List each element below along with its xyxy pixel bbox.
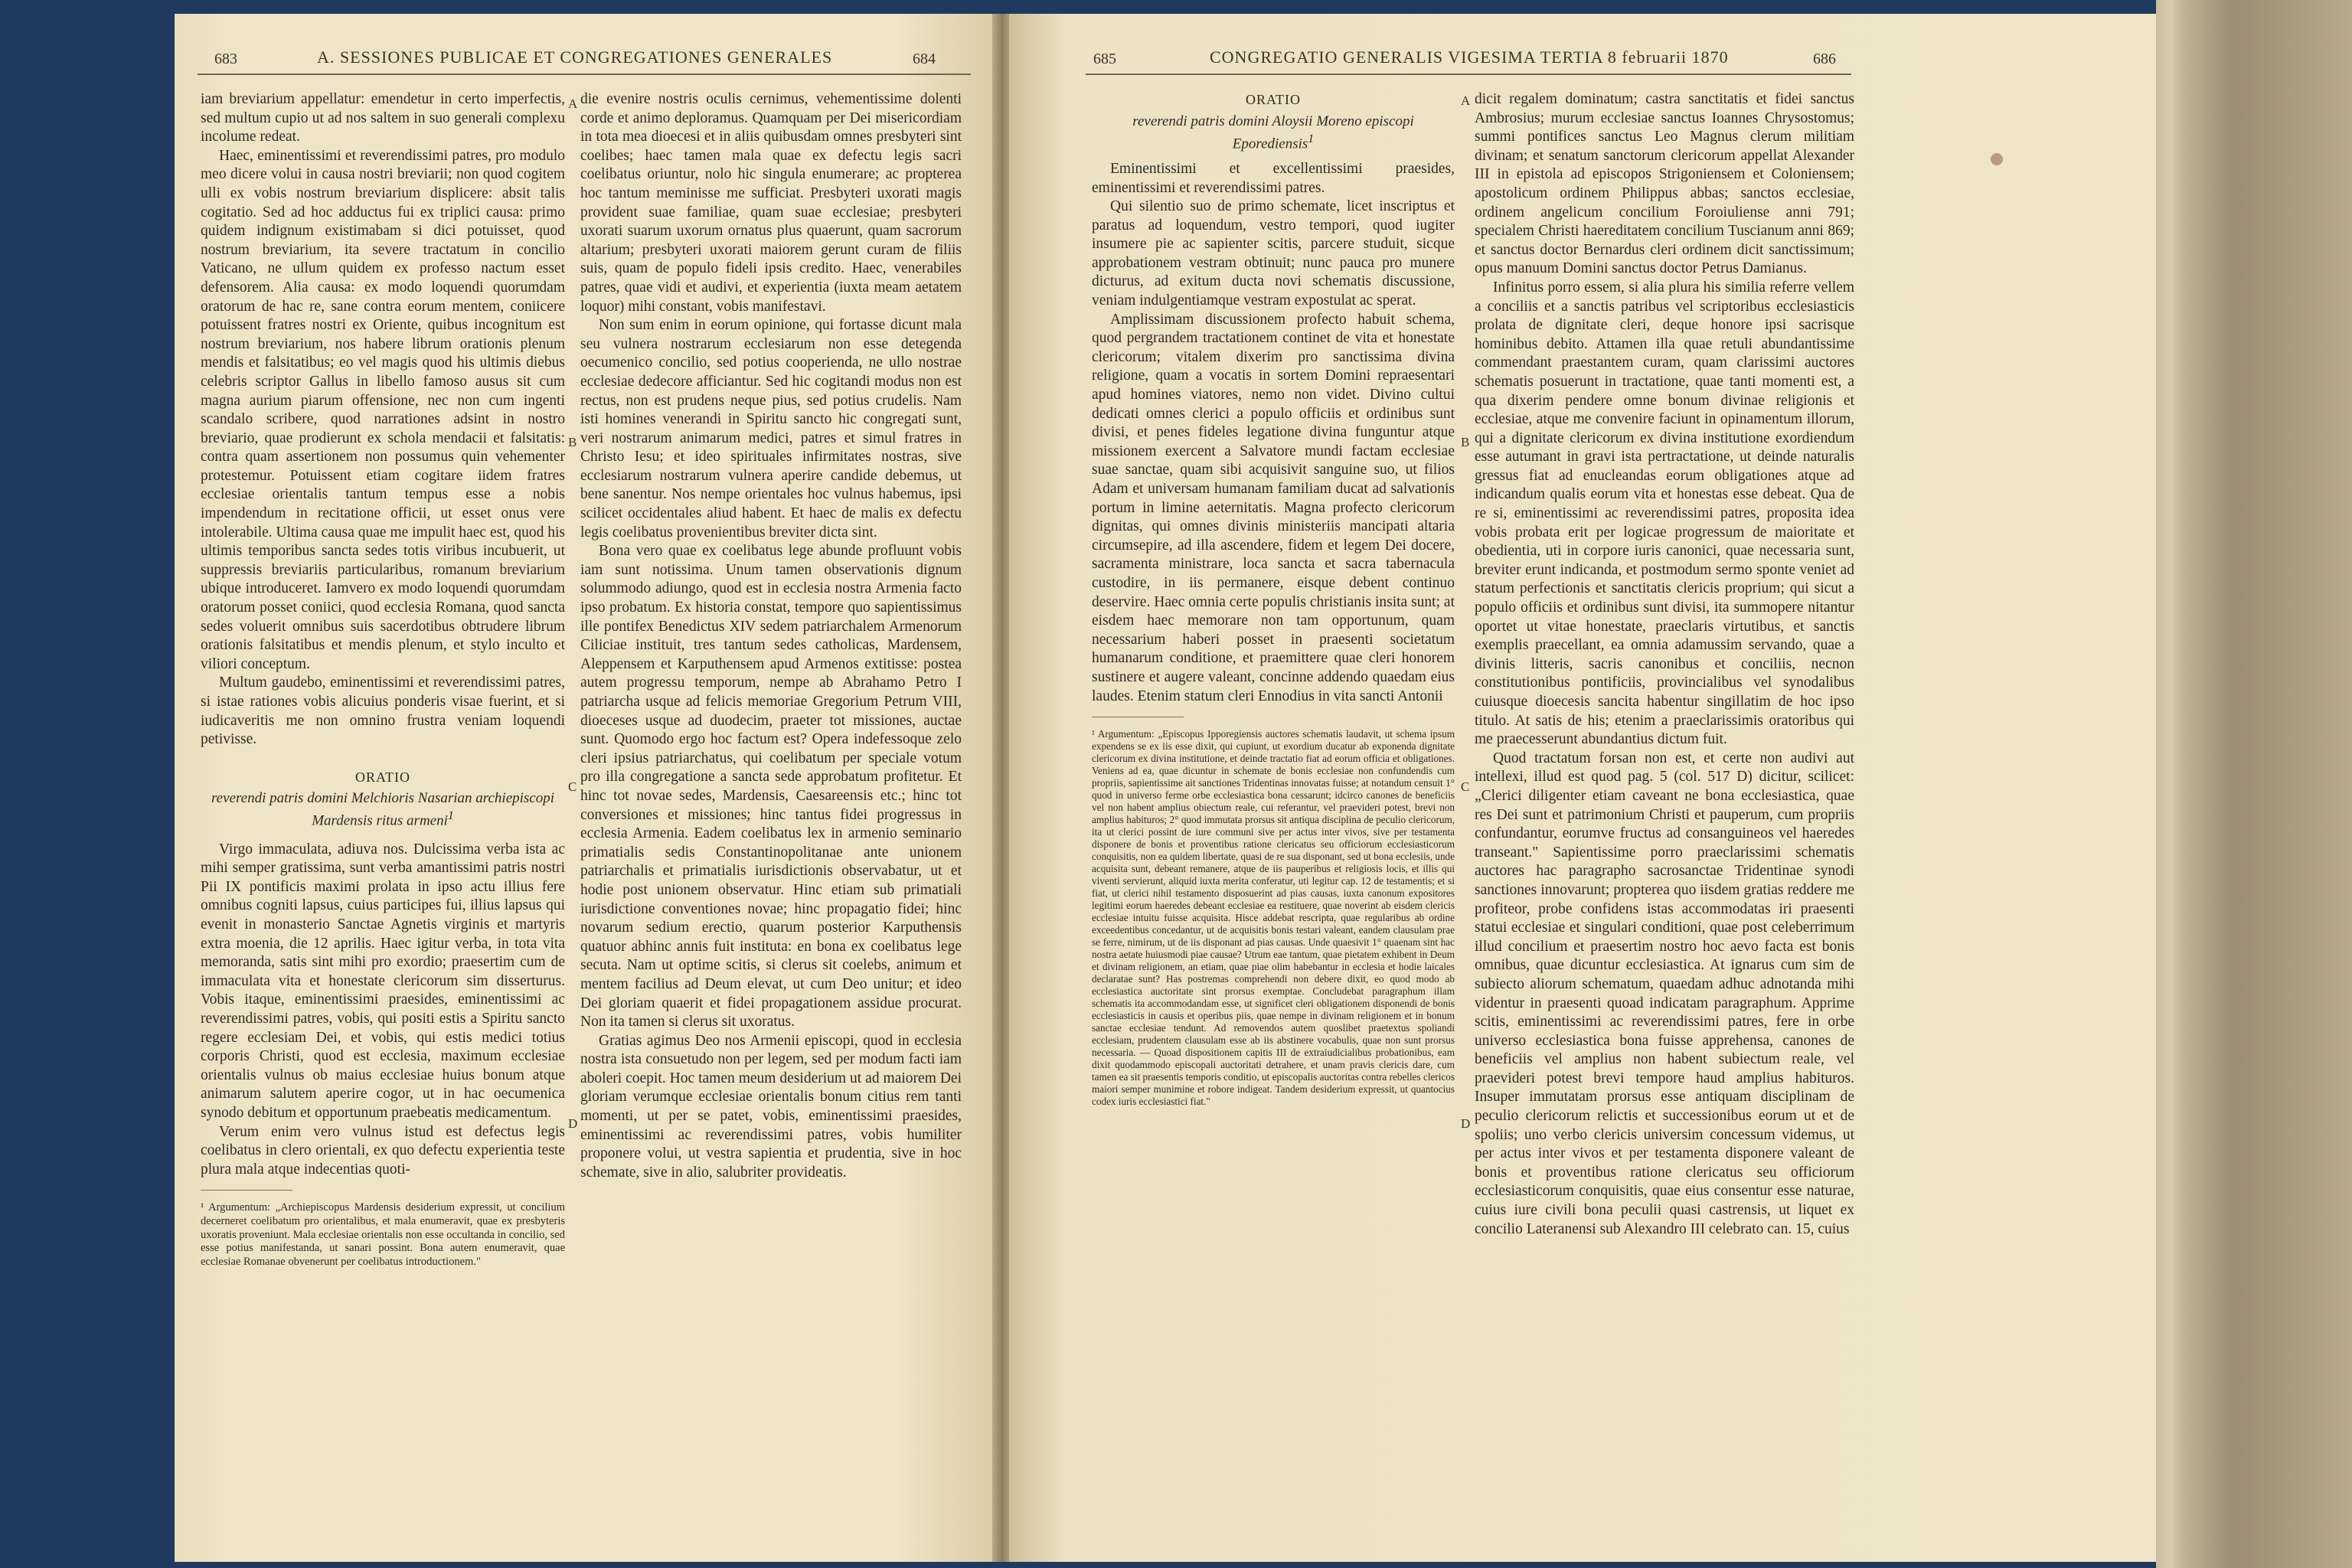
footnote-rule	[201, 1190, 292, 1191]
page-number: 684	[913, 51, 936, 67]
margin-letter: D	[568, 1116, 578, 1131]
running-header: CONGREGATIO GENERALIS VIGESIMA TERTIA 8 februarii 1870	[1210, 47, 1729, 67]
page-number: 686	[1813, 51, 1836, 67]
page-number: 685	[1093, 51, 1116, 67]
right-page	[1009, 14, 2156, 1562]
oratio-subtitle: reverendi patris domini Melchioris Nasarian archiepiscopi Mardensis ritus armeni$^1$	[211, 790, 555, 829]
margin-letter: C	[1461, 779, 1470, 794]
right-column-2	[1475, 90, 1854, 1239]
book-edge	[2156, 0, 2352, 1568]
paragraph: Amplissimam discussionem profecto habuit schema, quod pergrandem tractationem continet de vita et honestate clericorum; vitalem dixerim pro sanctissima divina religione, quam a vocatis in sortem Domini repraesentari apud homines viatores, nemo non videt. Divino cultui dedicati omnes clerici a populo officiis et ordinibus sunt divisi, et penes fideles legatione divina funguntur atque missionem exercent a Salvatore mundi factam ecclesiae suae sanctae, quam sibi acquisivit sanguine suo, ut filios Adam et universam humanam familiam ducat ad salvationis portum in limine aeternitatis. Magna profecto clericorum dignitas, qui omnes divinis ministeriis mancipati altaria circumsepire, ad illa ascendere, fidem et legem Dei docere, sacramenta ministrare, loca sancta et sacra tabernacula custodire, in iis permanere, eisque debent continuo deservire. Haec omnia certe populis christianis insita sunt; at eisdem haec memorare non tam opportunum, quam necessarium haberi posset in praesenti societatum humanarum conditione, et praemittere quae cleri honorem sustinere et augere valeant, concinne addendo quaedam eius laudes. Etenim statum cleri Ennodius in vita sancti Antonii	[1092, 311, 1455, 704]
margin-letter: D	[1461, 1116, 1471, 1131]
paragraph: Gratias agimus Deo nos Armenii episcopi, quod in ecclesia nostra ista consuetudo non per legem, sed per modum facti iam aboleri coepit. Hoc tamen meum desiderium ut ad maiorem Dei gloriam verumque ecclesiae orientalis bonum citius rem tanti momenti, ut per se patet, vobis, eminentissimi praesides, eminentissimi ac reverendissimi patres, vobis humiliter proponere volui, ut vestra sapientia et prudentia, sive in hoc schemate, sive in alio, salubriter provideatis.	[580, 1032, 962, 1181]
paragraph: Verum enim vero vulnus istud est defectus legis coelibatus in clero orientali, ex quo defectu experientia teste plura mala atque indecentias quoti-	[201, 1123, 565, 1178]
footnote: ¹ Argumentum: „Episcopus Ipporegiensis auctores schematis laudavit, ut schema ipsum expendens se ex iis esse dixit, qui cupiunt, ut exordium ducatur ab exponenda dignitate clericorum ex divina institutione, et deinde tractatio fiat ad eorum officia et obligationes. Veniens ad ea, quae dicuntur in schemate de bonis ecclesiae non confundendis cum propriis, sapientissime ait sanctiones Tridentinas innovatas fuisse; at notandum censuit 1° quod in universo ferme orbe ecclesiastica bona cessarunt; idcirco canones de beneficiis vel non habent amplius obiectum reale, cui referantur, vel praevideri potest, brevi non amplius habituros; 2° quod immutata prorsus sit antiqua disciplina de peculio clericorum, ita ut clerici possint de iure communi sive per actus inter vivos, sive per testamenta disponere de bonis et proventibus ratione clericatus seu officiorum ecclesiasticorum conquisitis, non ea quidem libertate, quasi de re sua disponant, sed ut bona ecclesiis, unde acquisita sunt, debeant remanere, atque de iis pauperibus et religiosis locis, et illis qui viventi servierunt, aliquid iuxta merita conferatur, uti legitur cap. 12 de testamentis; et si fiat, ut clerici nihil testamento disposuerint ad pias causas, iuxta canonum expositores legitimi eorum haeredes debeant ecclesiae ea restituere, quae noverint ab eisdem clericis ecclesiae intuitu fuisse acquisita. Hisce addebat rescripta, quae regularibus ab ordine exceedentibus concedantur, ut de acquisitis bonis testari valeant, eandem clausulam prae se ferre, nimirum, ut de iis disponant ad pias causas. Unde quaesivit 1° quaenam sint hac nostra aetate huiusmodi piae causae? Utrum eae tantum, quae pietatem exhibent in Deum et divinam religionem, an etiam, quae piae olim habebantur in ecclesia et hodie laicales declaratae sunt? Has postremas comprehendi non debere dixit, eo quod modo ab ecclesiastica auctoritate sint prorsus exemptae. Concludebat paragraphum illam schematis ita accommodandam esse, ut significet cleri obligationem disponendi de bonis ecclesiasticis in causis et operibus piis, quae nempe in divinam religionem et in bonum sanctae ecclesiae tendunt. Ad removendos autem quoslibet praetextus spoliandi ecclesiam, prudentem clausulam esse ab iis abstinere vocabulis, quae non sunt prorsus necessaria. — Quoad dispositionem capitis III de extraiudicialibus probationibus, eam dixit quodammodo episcopali auctoritati detrahere, et unam pravis clericis dare, cum tamen ea sit praesentis temporis conditio, ut episcopalis auctoritas contra rebelles clericos maiori semper munimine et robore indigeat. Tandem desiderium expressit, ut quantocius codex iuris ecclesiastici fiat."	[1092, 728, 1455, 1108]
paragraph: Haec, eminentissimi et reverendissimi patres, pro modulo meo dicere volui in causa nostri breviarii; non quod cogitem ulli ex vobis nostrum breviarium displicere: absit talis cogitatio. Sed ad hoc adductus fui ex triplici causa: primo quidem indignum existimabam si dici potuisset, quod nostrum breviarium, ita severe tractatum in concilio Vaticano, ne ullum quidem ex professo nactum esset defensorem. Alia causa: ex modo loquendi quorumdam oratorum de hac re, sane contra eorum mentem, coniicere potuissent fratres nostri ex Oriente, quibus incognitum est nostrum breviarium, nos habere librum orationis plenum mendis et falsitatibus; eo vel magis quod his ultimis diebus celebris scriptor Gallus in libello famoso ausus sit cum magna aurium piarum offensione, nec non cum ingenti scandalo scribere, quod narrationes adsint in nostro breviario, quae prodierunt ex schola mendacii et falsitatis: contra quam assertionem non possumus quin vehementer protestemur. Potuissent etiam cogitare iidem fratres ecclesiae orientalis tantum tempus esse a nobis impendendum in recitatione officii, ut esset onus vere intolerabile. Ultima causa quae me impulit haec est, quod his ultimis temporibus sancta sedes totis viribus incubuerit, ut suppressis breviariis particularibus, romanum breviarium ubique introduceret. Iamvero ex modo loquendi quorumdam oratorum posset coniici, quod ecclesia Romana, quod sancta sedes voluerit omnibus suis sacerdotibus obtrudere librum orationis falsitatibus et mendis plenum, et stylo inculto et viliori conceptum.	[201, 147, 565, 672]
oratio-heading: ORATIO	[355, 769, 410, 785]
paragraph: Non sum enim in eorum opinione, qui fortasse dicunt mala seu vulnera nostrarum ecclesiarum non esse detegenda oecumenico concilio, sed potius cooperienda, ne ullo nostrae ecclesiae dedecore afficiantur. Sed hic cogitandi modus non est rectus, non est prudens neque pius, sed potius crudelis. Nam isti homines venerandi in Spiritu sancto hic congregati sunt, veri nostrarum animarum medici, patres et simul fratres in Christo Iesu; et ideo spirituales infirmitates nostras, sive ecclesiarum nostrarum vulnera aperire candide debemus, ut bene sanentur. Nos nempe orientales hoc vulnus habemus, ipsi scilicet occidentales aliud habent. Et haec de malis ex defectu legis coelibatus provenientibus breviter dicta sint.	[580, 317, 962, 541]
paragraph: Eminentissimi et excellentissimi praesides, eminentissimi et reverendissimi patres.	[1092, 160, 1455, 196]
paragraph: Infinitus porro essem, si alia plura his similia referre vellem a conciliis et a sanctis patribus vel scriptoribus ecclesiasticis prolata de dignitate cleri, deque honore ipsi sacrisque hominibus debito. Attamen illa quae retuli abundantissime commendant praestantem curam, quam clarissimi auctores schematis posuerunt in tractatione, quae tanti momenti est, a qua dixerim pendere omne bonum divinae religionis et ecclesiae, atque me convenire faciunt in opinamentum illorum, qui a dignitate clericorum ex divina institutione exordiendum esse autumant in gravi ista pertractatione, ut deinde naturalis gressus fiat ad enucleandas eorum obligationes atque ad indicandum qualis eorum vita et honestas esse debeat. Qua de re si, eminentissimi ac reverendissimi patres, proposita idea vobis probata erit per logicae progressum de maioritate et obedientia, uti in corpore iuris canonici, quae necessaria sunt, breviter erunt indicanda, et postmodum sermo sponte veniet ad statum perfectionis et sanctitatis clericis proprium; qui sicut a populo officiis et ordinibus sunt divisi, ita summopere nitantur oportet ut vitae honestate, praeclaris virtutibus, et sanctis exemplis praecellant, ea omnia adamussim servando, quae a divinis litteris, sacris canonibus et conciliis, necnon constitutionibus pontificiis, provincialibus vel synodalibus cuiusque dioecesis sancita habentur singillatim de hoc ipso titulo. At satis de his; etenim a praeclarissimis oratoribus qui me praecesserunt abundantius dictum fuit.	[1475, 279, 1854, 748]
paragraph: Quod tractatum forsan non est, et certe non audivi aut intellexi, illud est quod pag. 5 (col. 517 D) dicitur, scilicet: „Clerici diligenter etiam caveant ne bona ecclesiastica, quae res Dei sunt et patrimonium Christi et pauperum, cum propriis confundantur, eorumve fructus ad consanguineos vel haeredes transeant." Sapientissime porro praeclarissimi schematis auctores hac paragrapho sacrosanctae Tridentinae synodi sanctiones innovarunt; propterea quo iisdem gratias reddere me profiteor, probe confidens istas accommodatas iri praesenti statui ecclesiae et singulari conditioni, quae post celeberrimum illud concilium et praesertim nostro hoc aevo facta est bonis omnibus, quae dicuntur ecclesiastica. At ignarus cum sim de subiecto aliorum schematum, quaedam adhuc adnotanda mihi videntur in praesenti quoad indicatam paragraphum. Apprime scitis, eminentissimi ac reverendissimi patres, fere in orbe universo ecclesiastica bona fuisse apprehensa, canones de beneficiis vel amplius non habent subiectum reale, vel praevideri potest brevi tempore haud amplius habituros. Insuper immutatam prorsus esse antiquam disciplinam de peculio clericorum relictis et successionibus eorum ut et de spoliis; uno verbo clericis universim concessum videmus, ut per actus inter vivos et per testamenta disponere valeant de bonis et proventibus ratione clericatus seu officiorum ecclesiasticorum conquisitis, quae eius consentur esse naturae, cuius iure civili bona peculii quasi castrensis, ut liquet ex concilio Lateranensi sub Alexandro III celebrato can. 15, cuius	[1475, 750, 1854, 1237]
paragraph: iam breviarium appellatur: emendetur in certo imperfectis, sed multum cupio ut ad nos saltem in suo generali complexu incolume redeat.	[201, 91, 565, 145]
paragraph: dicit regalem dominatum; castra sanctitatis et fidei sanctus Ambrosius; murum ecclesiae sanctus Ioannes Chrysostomus; summi pontifices sanctus Leo Magnus clerum militiam divinam; et senatum sanctorum clericorum appellat Alexander III in epistola ad episcopos Strigoniensem et Coloniensem; apostolicum ordinem Philippus abbas; sanctos ecclesiae, ordinem angelicum concilium Foroiuliense anni 791; specialem Christi haereditatem concilium Tuscianum anni 869; et sanctus doctor Bernardus cleri ordinem dicit sanctissimum; opus manuum Domini sanctus doctor Petrus Damianus.	[1475, 91, 1854, 277]
margin-letter: A	[568, 96, 578, 111]
oratio-heading: ORATIO	[1246, 92, 1301, 107]
paragraph: Multum gaudebo, eminentissimi et reverendissimi patres, si istae rationes vobis alicuius ponderis visae fuerint, et si iudicaveritis me non omnino frustra veniam loquendi petivisse.	[201, 675, 565, 748]
footnote: ¹ Argumentum: „Archiepiscopus Mardensis desiderium expressit, ut concilium decerneret coelibatum pro orientalibus, et mala enumeravit, quae ex presbyteris uxoratis proveniunt. Mala ecclesiae orientalis non esse occultanda in concilio, sed esse potius manifestanda, ut sanari possint. Bona autem enumeravit, quae ecclesiae Romanae obvenerunt per coelibatus introductionem."	[201, 1201, 565, 1268]
paragraph: Bona vero quae ex coelibatus lege abunde profluunt vobis iam sunt notissima. Unum tamen observationis dignum solummodo adiungo, quod est in ecclesia nostra Armenia facto ipso probatum. Ex historia constat, tempore quo sapientissimus ille pontifex Benedictus XIV sedem patriarchalem Armenorum Ciliciae instituit, tres tantum sedes catholicas, Mardensem, Aleppensem et Karputhensem apud Armenos extitisse: postea autem progressu temporum, nempe ab Abrahamo Petro I patriarcha usque ad felicis memoriae Gregorium Petrum VIII, dioeceses usque ad duodecim, praeter tot missiones, auctae sunt. Quomodo ergo hoc factum est? Opera indefessoque zelo cleri ipsius patriarchatus, qui coelibatum per speciale votum pro illa congregatione a sancta sede approbatum profitetur. Et hinc tot novae sedes, Mardensis, Caesareensis etc.; hinc tot conversiones et missiones; hinc tantus fidei progressus in ecclesia Armenia. Eadem coelibatus lex in armenio seminario primatialis sedis Constantinopolitanae ante unionem patriarchalis et primatialis iurisdictionis observabatur, ut et hodie post unionem observatur. Hinc etiam sub primatiali iurisdictione conventiones novae; hinc propagatio fidei; hinc novarum sedium erectio, quarum posterior Karputhensis quatuor abhinc annis fuit instituta: en bona ex coelibatus lege secuta. Nam ut optime scitis, si clerus sit coelebs, animum et mentem facilius ad Deum elevat, ut cum Deo unitur; et ideo Dei gloriam quaerit et fidei propagationem assidue procurat. Non ita tamen si clerus sit uxoratus.	[580, 543, 962, 1031]
header-rule	[198, 74, 971, 75]
background-left	[0, 0, 175, 1568]
running-header: A. SESSIONES PUBLICAE ET CONGREGATIONES GENERALES	[317, 47, 833, 67]
oratio-subtitle: reverendi patris domini Aloysii Moreno episcopi Eporediensis$^1$	[1132, 113, 1414, 152]
paragraph: Virgo immaculata, adiuva nos. Dulcissima verba ista ac mihi semper gratissima, sunt verba amantissimi patris nostri Pii IX pontificis maximi prolata in ipso actu illius fere omnibus cogniti lapsus, cuius participes fui, illius lapsus qui evenit in monasterio Sanctae Agnetis virginis et martyris extra moenia, die 12 aprilis. Haec igitur verba, in tota vita memoranda, satis sint mihi pro exordio; praesertim cum de immaculata vita et honestate clericorum sim disserturus. Vobis itaque, eminentissimi praesides, eminentissimi ac reverendissimi patres, vobis, qui positi estis a Spiritu sancto regere ecclesiam Dei, et vobis, qui estis medici totius corporis Christi, quod est ecclesia, maximum ecclesiae orientalis vulnus ob maius ecclesiae huius bonum atque animarum salutem aperire cogor, ut in hac oecumenica synodo debitum et opportunum praebeatis medicamentum.	[201, 841, 565, 1122]
margin-letter: A	[1461, 93, 1471, 108]
paragraph: die evenire nostris oculis cernimus, vehementissime dolenti corde et animo deploramus. Quamquam per Dei misericordiam in tota mea dioecesi et in aliis quibusdam omnes presbyteri sint coelibes; haec tamen mala quae ex defectu legis sacri coelibatus oriuntur, nolo hic singula enumerare; ac propterea hoc tantum meminisse me sufficiat. Presbyteri uxorati magis provident suae familiae, quam suae ecclesiae; presbyteri uxorati suarum uxorum ornatus plus quaerunt, quam sacrorum altarium; presbyteri uxorati maiorem gerunt curam de filiis suis, quam de populo fideli ipsis credito. Haec, venerabiles patres, quae vidi et audivi, et experientia (iuxta meam aetatem loquor) mihi constant, vobis manifestavi.	[580, 91, 962, 315]
margin-letter: B	[1461, 435, 1470, 449]
margin-letter: B	[568, 435, 577, 449]
margin-letter: C	[568, 779, 577, 794]
right-column-1	[1092, 90, 1455, 1108]
paper-stain	[1991, 153, 2003, 165]
left-page	[175, 14, 995, 1562]
paragraph: Qui silentio suo de primo schemate, licet inscriptus et paratus ad loquendum, vestro tempori, quod iugiter insumere pie ac sapienter scitis, parcere studuit, sicque approbationem vestram obtinuit; nunc pauca pro munere dicturus, ad exitum ducta novi schematis discussione, veniam indulgentiamque vestram expostulat ac sperat.	[1092, 198, 1455, 309]
left-column-1	[201, 90, 565, 1269]
header-rule	[1086, 74, 1851, 75]
page-number: 683	[214, 51, 237, 67]
left-column-2	[580, 90, 962, 1182]
